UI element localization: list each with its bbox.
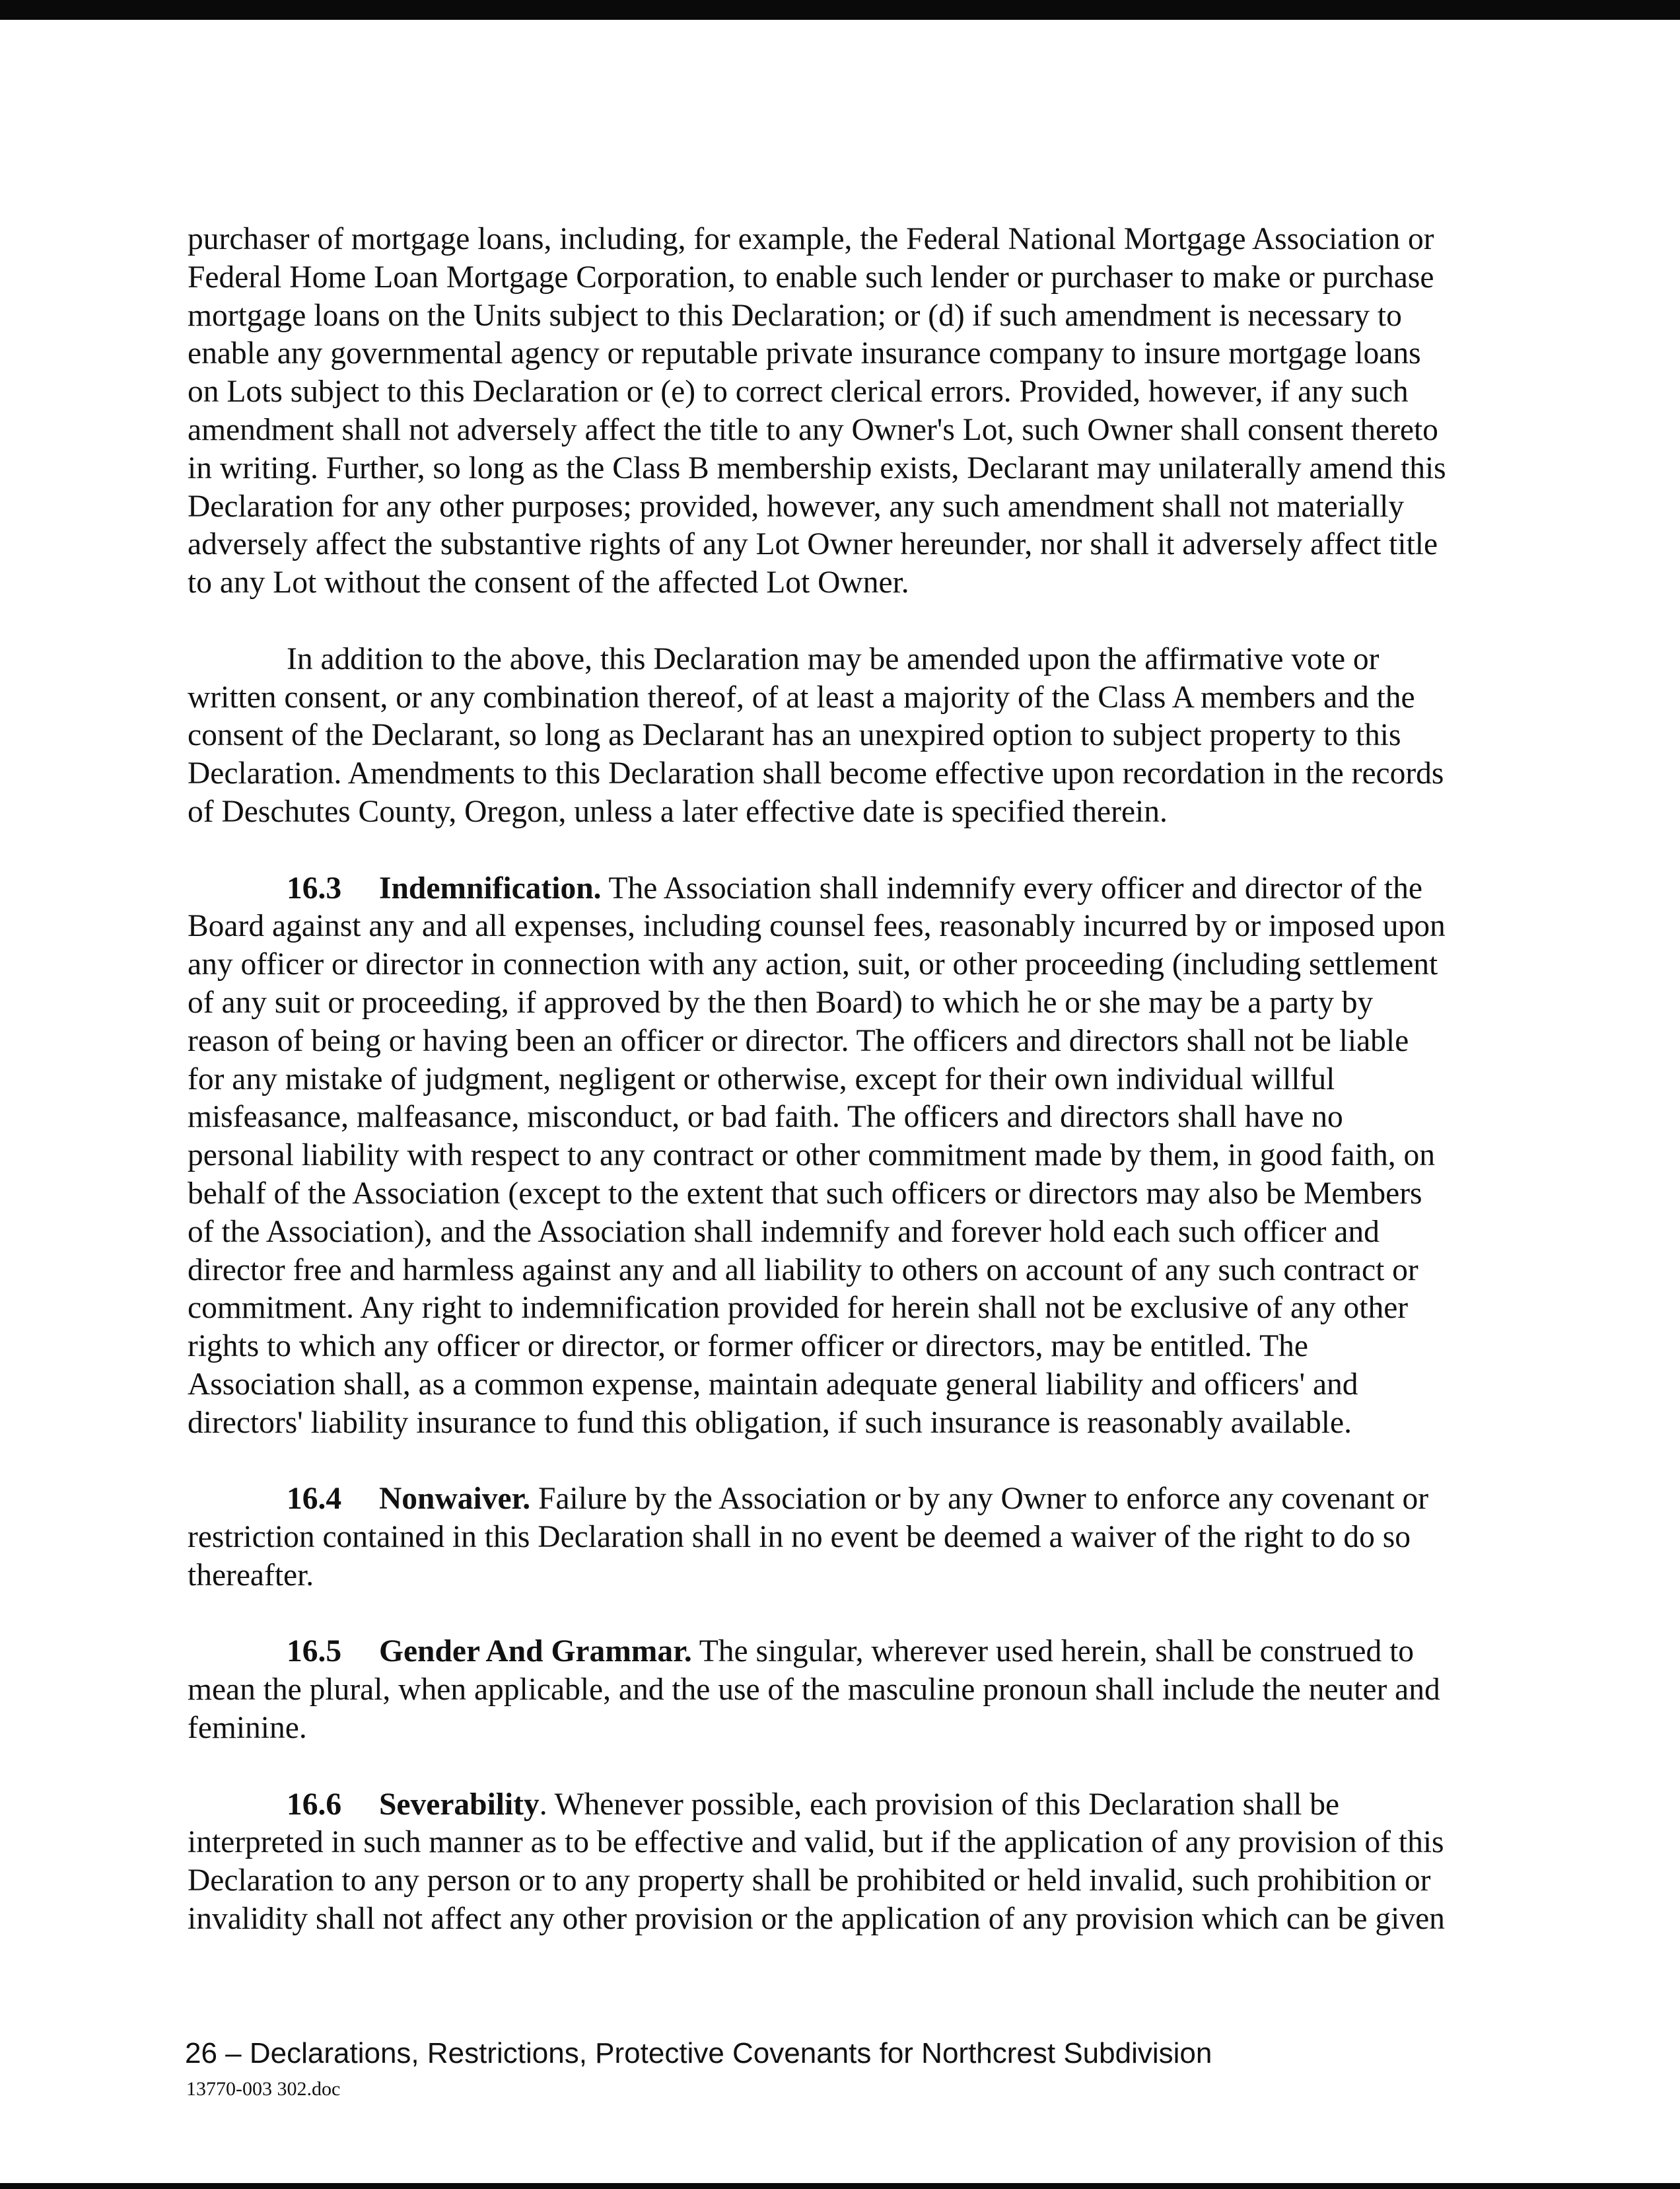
text-line: consent of the Declarant, so long as Declarant has an unexpired option to subject property to this xyxy=(188,718,1401,753)
text-line: of the Association), and the Association shall indemnify and forever hold each such officer and xyxy=(188,1214,1380,1249)
text-line: misfeasance, malfeasance, misconduct, or bad faith. The officers and directors shall have no xyxy=(188,1100,1343,1135)
text-line: interpreted in such manner as to be effective and valid, but if the application of any provision of this xyxy=(188,1825,1444,1860)
text-line: director free and harmless against any and all liability to others on account of any such contract or xyxy=(188,1252,1418,1287)
text-line: for any mistake of judgment, negligent or otherwise, except for their own individual willful xyxy=(188,1061,1335,1096)
text-line: adversely affect the substantive rights of any Lot Owner hereunder, nor shall it adversely affect title xyxy=(188,527,1438,562)
section-title: Severability xyxy=(379,1787,540,1822)
section-title: Indemnification. xyxy=(379,871,602,906)
document-body xyxy=(188,221,1522,1939)
section-number: 16.4 xyxy=(287,1482,342,1517)
section-number: 16.3 xyxy=(287,871,342,906)
text-line: enable any governmental agency or reputable private insurance company to insure mortgage loans xyxy=(188,336,1421,371)
text-line: of Deschutes County, Oregon, unless a later effective date is specified therein. xyxy=(188,794,1168,829)
text-line: on Lots subject to this Declaration or (e) to correct clerical errors. Provided, however, if any such xyxy=(188,375,1409,410)
text-line: . Whenever possible, each provision of this Declaration shall be xyxy=(539,1787,1340,1822)
text-line: commitment. Any right to indemnification provided for herein shall not be exclusive of any other xyxy=(188,1291,1409,1326)
text-line: personal liability with respect to any contract or other commitment made by them, in good faith, on xyxy=(188,1138,1435,1173)
text-line: directors' liability insurance to fund this obligation, if such insurance is reasonably available. xyxy=(188,1405,1352,1440)
page-footer-title: 26 – Declarations, Restrictions, Protective Covenants for Northcrest Subdivision xyxy=(185,2037,1212,2069)
text-line: of any suit or proceeding, if approved by the then Board) to which he or she may be a party by xyxy=(188,985,1374,1020)
text-line: Declaration to any person or to any property shall be prohibited or held invalid, such prohibition or xyxy=(188,1863,1431,1898)
section-number: 16.5 xyxy=(287,1634,342,1669)
text-line: any officer or director in connection with any action, suit, or other proceeding (including settlement xyxy=(188,947,1438,982)
section-title: Gender And Grammar. xyxy=(379,1634,692,1669)
scan-bottom-border xyxy=(0,2183,1680,2189)
text-line: behalf of the Association (except to the extent that such officers or directors may also be Members xyxy=(188,1176,1422,1211)
text-line: feminine. xyxy=(188,1711,307,1746)
section-16-6-severability xyxy=(188,1786,1522,1939)
paragraph-amendment-continued xyxy=(188,221,1522,602)
scan-top-border xyxy=(0,0,1680,20)
text-line: Failure by the Association or by any Owner to enforce any covenant or xyxy=(538,1482,1429,1517)
text-line: Board against any and all expenses, including counsel fees, reasonably incurred by or imposed upon xyxy=(188,909,1446,944)
text-line: The singular, wherever used herein, shall be construed to xyxy=(699,1634,1415,1669)
section-16-3-indemnification xyxy=(188,870,1522,1443)
text-line: thereafter. xyxy=(188,1558,314,1593)
page-footer-document-id: 13770-003 302.doc xyxy=(186,2078,341,2100)
text-line: amendment shall not adversely affect the title to any Owner's Lot, such Owner shall consent thereto xyxy=(188,412,1438,447)
text-line: to any Lot without the consent of the affected Lot Owner. xyxy=(188,565,909,600)
section-title: Nonwaiver. xyxy=(379,1482,531,1517)
section-16-4-nonwaiver xyxy=(188,1480,1522,1595)
text-line: Association shall, as a common expense, maintain adequate general liability and officers' and xyxy=(188,1367,1358,1402)
text-line: rights to which any officer or director, or former officer or directors, may be entitled. The xyxy=(188,1329,1308,1364)
text-line: The Association shall indemnify every officer and director of the xyxy=(608,871,1422,906)
paragraph-amendment-vote xyxy=(188,641,1522,832)
text-line: restriction contained in this Declaration shall in no event be deemed a waiver of the right to do so xyxy=(188,1520,1411,1555)
text-line: mortgage loans on the Units subject to this Declaration; or (d) if such amendment is necessary to xyxy=(188,298,1402,333)
text-line: Declaration for any other purposes; provided, however, any such amendment shall not materially xyxy=(188,489,1405,524)
text-line: invalidity shall not affect any other provision or the application of any provision which can be given xyxy=(188,1902,1445,1937)
text-line: In addition to the above, this Declaration may be amended upon the affirmative vote or xyxy=(287,641,1380,676)
text-line: reason of being or having been an officer or director. The officers and directors shall not be liable xyxy=(188,1023,1409,1058)
section-16-5-gender-and-grammar xyxy=(188,1633,1522,1747)
text-line: Federal Home Loan Mortgage Corporation, to enable such lender or purchaser to make or purchase xyxy=(188,260,1434,295)
text-line: written consent, or any combination thereof, of at least a majority of the Class A members and the xyxy=(188,680,1415,715)
section-number: 16.6 xyxy=(287,1787,342,1822)
text-line: purchaser of mortgage loans, including, for example, the Federal National Mortgage Association or xyxy=(188,222,1434,256)
text-line: Declaration. Amendments to this Declaration shall become effective upon recordation in the records xyxy=(188,756,1444,791)
text-line: mean the plural, when applicable, and the use of the masculine pronoun shall include the neuter and xyxy=(188,1672,1440,1707)
text-line: in writing. Further, so long as the Class B membership exists, Declarant may unilaterally amend this xyxy=(188,450,1446,485)
